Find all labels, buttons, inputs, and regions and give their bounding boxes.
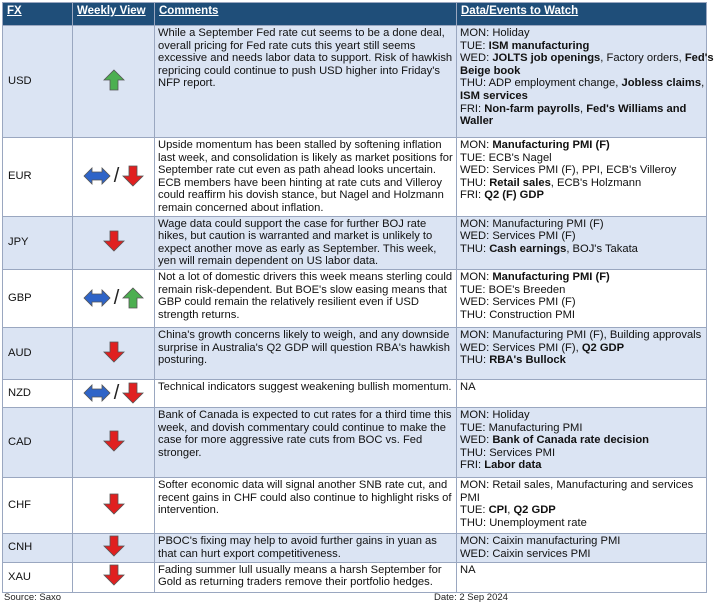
event-text: MON: — [460, 139, 493, 151]
event-line — [460, 309, 703, 322]
event-line — [460, 342, 703, 355]
event-text: WED: — [460, 52, 493, 65]
event-line — [460, 164, 703, 177]
table-row — [3, 533, 707, 562]
slash-separator: / — [113, 381, 120, 404]
left-right-arrow-icon — [83, 167, 111, 185]
event-line — [460, 77, 703, 90]
header-weekly-view: Weekly View — [73, 3, 155, 26]
events-cell — [457, 562, 707, 592]
event-text: FRI: — [460, 102, 485, 115]
header-comments: Comments — [155, 3, 457, 26]
currency-code: NZD — [3, 379, 73, 407]
event-line — [460, 243, 703, 256]
currency-code: GBP — [3, 269, 73, 327]
event-line — [460, 103, 703, 116]
event-key-item: Labor data — [484, 459, 542, 472]
event-line — [460, 329, 703, 342]
event-line — [460, 52, 714, 65]
event-key-item: Manufacturing PMI (F) — [492, 139, 610, 151]
event-line — [460, 492, 703, 505]
event-key-item: JOLTS job openings — [492, 52, 601, 65]
comment-cell: Not a lot of domestic drivers this week means sterling could remain risk-dependent. But BOE's slow easing means that GBP could remain the relatively resilient even if USD strength returns. — [155, 269, 457, 327]
weekly-view-cell — [73, 269, 155, 327]
event-key-item: Waller — [460, 115, 494, 128]
event-text: WED: Services PMI (F) — [460, 296, 576, 309]
event-text: , — [701, 77, 705, 90]
events-cell — [457, 407, 707, 477]
event-text: FRI: — [460, 459, 485, 472]
weekly-view-cell — [73, 216, 155, 269]
table-row — [3, 477, 707, 533]
event-key-item: Q2 (F) GDP — [484, 189, 544, 202]
event-key-item: Non-farm payrolls — [484, 102, 580, 115]
events-cell — [457, 138, 707, 217]
date-note: Date: 2 Sep 2024 — [434, 592, 508, 603]
event-text: WED: Services PMI (F), — [460, 341, 582, 354]
event-line — [460, 296, 703, 309]
event-text: TUE: Manufacturing PMI — [460, 421, 583, 434]
event-text: THU: — [460, 242, 490, 255]
event-text: THU: — [460, 176, 490, 189]
comment-cell: While a September Fed rate cut seems to be a done deal, overall pricing for Fed rate cuts this yeart still seems excessive and needs labor data to support. Risk of hawkish repricing could continue to push USD higher into Friday's NFP report. — [155, 26, 457, 138]
weekly-view-cell — [73, 327, 155, 379]
event-line — [460, 447, 703, 460]
event-key-item: Fed's — [684, 52, 714, 65]
event-line — [460, 115, 703, 128]
event-line — [460, 548, 703, 561]
comment-cell: Technical indicators suggest weakening bullish momentum. — [155, 379, 457, 407]
down-arrow-icon — [103, 430, 125, 452]
event-line — [460, 90, 703, 103]
event-text: , BOJ's Takata — [566, 242, 638, 255]
event-line — [460, 271, 703, 284]
event-line — [460, 218, 703, 231]
event-line — [460, 354, 703, 367]
event-key-item: Q2 GDP — [581, 341, 625, 354]
comment-cell: Upside momentum has been stalled by softening inflation last week, and consolidation is likely as market positions for September rate cut even as path ahead looks uncertain. ECB members have been hinting at rate cuts and Villeroy could reaffirm his dovish stance, but Nagel and Holzmann remain concerned about inflation. — [155, 138, 457, 217]
source-note: Source: Saxo — [4, 592, 62, 603]
table-row — [3, 26, 707, 138]
weekly-view-cell — [73, 477, 155, 533]
event-text: MON: Holiday — [460, 408, 530, 421]
event-line — [460, 152, 703, 165]
event-text: NA — [460, 380, 476, 393]
weekly-view-cell — [73, 407, 155, 477]
event-key-item: Retail sales — [489, 176, 551, 189]
comment-cell: China's growth concerns likely to weigh, and any downside surprise in Australia's Q2 GDP will question RBA's hawkish posturing. — [155, 327, 457, 379]
event-line — [460, 564, 703, 577]
header-events: Data/Events to Watch — [457, 3, 707, 26]
events-cell — [457, 327, 707, 379]
event-line — [460, 230, 703, 243]
down-arrow-icon — [103, 564, 125, 586]
weekly-view-cell — [73, 26, 155, 138]
event-text: MON: Manufacturing PMI (F) — [460, 217, 604, 230]
weekly-view-cell — [73, 533, 155, 562]
table-header-row — [3, 3, 707, 26]
event-text: TUE: — [460, 504, 489, 517]
event-line — [460, 139, 703, 152]
currency-code: CAD — [3, 407, 73, 477]
event-text: MON: Holiday — [460, 27, 530, 39]
event-line — [460, 27, 703, 40]
events-cell — [457, 269, 707, 327]
down-arrow-icon — [122, 382, 144, 404]
up-arrow-icon — [122, 287, 144, 309]
event-text: WED: Services PMI (F), PPI, ECB's Villeroy — [460, 164, 677, 177]
event-text: , — [579, 102, 587, 115]
event-text: , Factory orders, — [600, 52, 685, 65]
event-text: FRI: — [460, 189, 485, 202]
fx-weekly-view-table — [2, 2, 714, 593]
event-text: MON: Retail sales, Manufacturing and services — [460, 478, 694, 491]
event-text: MON: Manufacturing PMI (F), Building approvals — [460, 328, 702, 341]
comment-cell: Fading summer lull usually means a harsh September for Gold as returning traders remove their portfolio hedges. — [155, 562, 457, 592]
down-arrow-icon — [122, 165, 144, 187]
down-arrow-icon — [103, 341, 125, 363]
event-line — [460, 409, 703, 422]
currency-code: CNH — [3, 533, 73, 562]
event-key-item: ISM services — [460, 89, 528, 102]
event-text: WED: Caixin services PMI — [460, 547, 591, 560]
down-arrow-icon — [103, 535, 125, 557]
event-text: WED: — [460, 434, 493, 447]
table-row — [3, 138, 707, 217]
event-key-item: Q2 GDP — [513, 504, 556, 517]
event-key-item: Jobless claims — [621, 77, 702, 90]
event-key-item: Bank of Canada rate decision — [492, 434, 649, 447]
comment-cell: PBOC's fixing may help to avoid further gains in yuan as that can hurt export competitiveness. — [155, 533, 457, 562]
event-text: THU: Construction PMI — [460, 308, 576, 321]
comment-cell: Bank of Canada is expected to cut rates for a third time this week, and dovish commentary could continue to make the case for more aggressive rate cuts from BOC vs. Fed stronger. — [155, 407, 457, 477]
event-text: THU: — [460, 354, 490, 367]
event-line — [460, 284, 703, 297]
table-row — [3, 379, 707, 407]
event-line — [460, 422, 703, 435]
event-text: NA — [460, 563, 476, 576]
currency-code: XAU — [3, 562, 73, 592]
table-row — [3, 562, 707, 592]
header-fx: FX — [3, 3, 73, 26]
event-text: TUE: — [460, 39, 489, 52]
weekly-view-cell — [73, 562, 155, 592]
event-key-item: Fed's Williams and — [586, 102, 687, 115]
event-text: MON: — [460, 270, 493, 283]
weekly-view-cell — [73, 379, 155, 407]
events-cell — [457, 477, 707, 533]
event-text: WED: Services PMI (F) — [460, 230, 576, 243]
event-text: THU: ADP employment change, — [460, 77, 622, 90]
event-key-item: ISM manufacturing — [488, 39, 590, 52]
event-text: TUE: ECB's Nagel — [460, 151, 552, 164]
currency-code: CHF — [3, 477, 73, 533]
event-line — [460, 189, 703, 202]
events-cell — [457, 216, 707, 269]
comment-cell: Wage data could support the case for further BOJ rate hikes, but caution is warranted and market is unlikely to expect another move as early as September. This week, yen will remain dependent on US labor data. — [155, 216, 457, 269]
table-row — [3, 216, 707, 269]
event-text: , — [507, 504, 514, 517]
event-line — [460, 479, 703, 492]
event-line — [460, 517, 703, 530]
events-cell — [457, 533, 707, 562]
up-arrow-icon — [103, 69, 125, 91]
currency-code: USD — [3, 26, 73, 138]
event-text: THU: Unemployment rate — [460, 516, 587, 529]
event-line — [460, 535, 703, 548]
currency-code: EUR — [3, 138, 73, 217]
event-key-item: Beige book — [460, 64, 521, 77]
down-arrow-icon — [103, 493, 125, 515]
event-line — [460, 65, 703, 78]
events-cell — [457, 379, 707, 407]
event-text: , ECB's Holzmann — [550, 176, 642, 189]
slash-separator: / — [113, 164, 120, 187]
event-line — [460, 177, 703, 190]
currency-code: AUD — [3, 327, 73, 379]
weekly-view-cell — [73, 138, 155, 217]
slash-separator: / — [113, 286, 120, 309]
event-key-item: RBA's Bullock — [489, 354, 566, 367]
table-row — [3, 327, 707, 379]
event-line — [460, 40, 703, 53]
left-right-arrow-icon — [83, 384, 111, 402]
event-text: TUE: BOE's Breeden — [460, 283, 566, 296]
event-key-item: Cash earnings — [489, 242, 567, 255]
event-text: MON: Caixin manufacturing PMI — [460, 534, 621, 547]
down-arrow-icon — [103, 230, 125, 252]
event-key-item: Manufacturing PMI (F) — [492, 270, 610, 283]
event-line — [460, 434, 703, 447]
table-row — [3, 269, 707, 327]
currency-code: JPY — [3, 216, 73, 269]
event-line — [460, 504, 703, 517]
event-text: THU: Services PMI — [460, 446, 556, 459]
event-text: PMI — [460, 491, 480, 504]
left-right-arrow-icon — [83, 289, 111, 307]
event-line — [460, 459, 703, 472]
table-row — [3, 407, 707, 477]
events-cell — [457, 26, 714, 138]
comment-cell: Softer economic data will signal another SNB rate cut, and recent gains in CHF could also continue to highlight risks of intervention. — [155, 477, 457, 533]
event-key-item: CPI — [488, 504, 508, 517]
event-line — [460, 381, 703, 394]
